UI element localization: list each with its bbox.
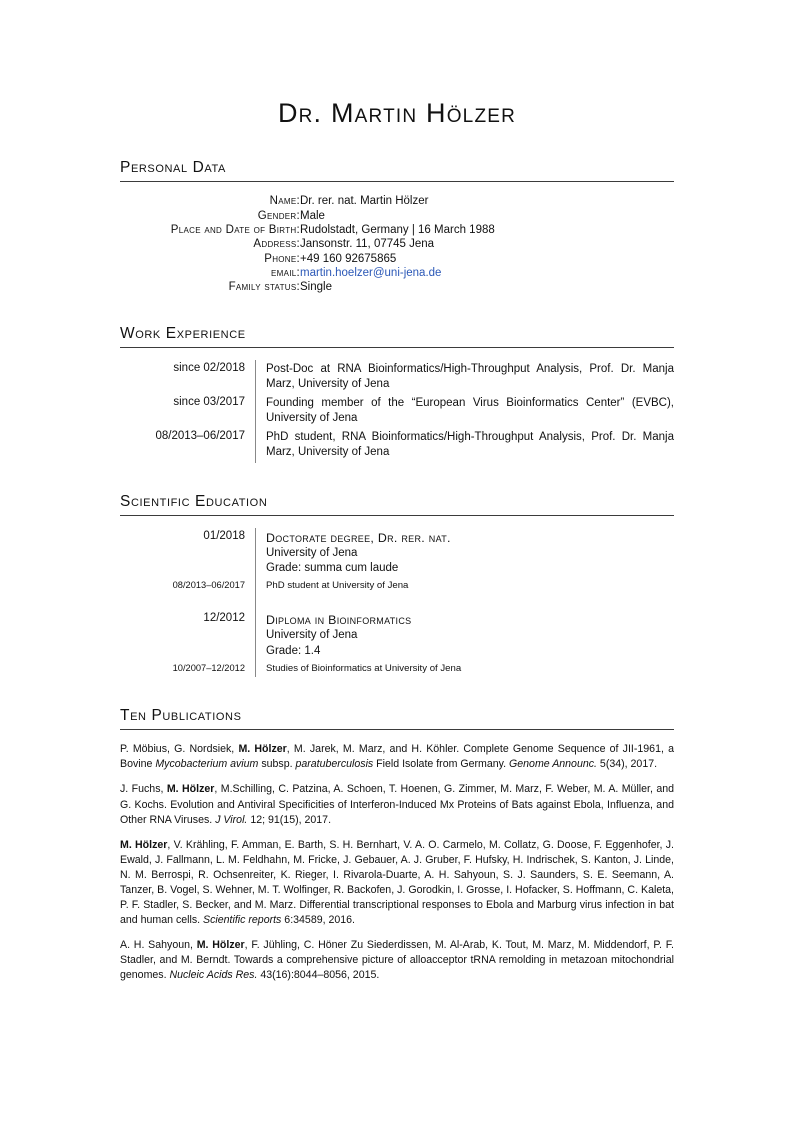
field-label: Phone: <box>264 252 300 265</box>
table-row <box>120 528 674 579</box>
publication-item: P. Möbius, G. Nordsiek, M. Hölzer, M. Jarek, M. Marz, and H. Köhler. Complete Genome Sequence of JII-1961, a Bovine Mycobacterium avium subsp. paratuberculosis Field Isolate from Germany. Genome Announc. 5(34), 2017. <box>120 743 674 771</box>
entry-date: since 03/2017 <box>173 395 245 408</box>
entry-date: 12/2012 <box>203 612 245 625</box>
table-row <box>120 428 674 462</box>
entry-date: 10/2007–12/2012 <box>172 662 245 673</box>
entry-description <box>256 610 675 661</box>
table-row <box>120 208 674 222</box>
publication-item: M. Hölzer, V. Krähling, F. Amman, E. Barth, S. H. Bernhart, V. A. O. Carmelo, M. Collatz, G. Doose, F. Eggenhofer, J. Ewald, J. Fallmann, L. M. Feldhahn, M. Fricke, J. Gebauer, A. J. Gruber, F. Hufsky, H. Indrischek, S. Kanton, J. Linde, N. M. Berrospi, R. Ochsenreiter, K. Rieger, I. Rivarola-Duarte, A. H. Sahyoun, S. J. Saunders, S. E. Seemann, A. Tanzer, B. Vogel, S. Wehner, M. T. Wolfinger, R. Backofen, J. Gorodkin, I. Grosse, I. Hofacker, S. Hoffmann, C. Kaleta, P. F. Stadler, S. Becker, and M. Marz. Differential transcriptional responses to Ebola and Marburg virus infection in bat and human cells. Scientific reports 6:34589, 2016. <box>120 838 674 926</box>
entry-date: since 02/2018 <box>173 361 245 374</box>
table-row <box>120 578 674 595</box>
entry-description: Studies of Bioinformatics at University of Jena <box>256 661 675 678</box>
section-heading-personal-data: Personal Data <box>120 159 674 182</box>
table-row <box>120 280 674 294</box>
table-row <box>120 194 674 208</box>
grade: Grade: 1.4 <box>266 644 321 657</box>
section-heading-scientific-education: Scientific Education <box>120 493 674 516</box>
section-heading-work-experience: Work Experience <box>120 325 674 348</box>
email-link[interactable]: martin.hoelzer@uni-jena.de <box>300 267 442 280</box>
field-value: Male <box>300 209 325 222</box>
field-label: Family status: <box>228 281 300 294</box>
entry-date: 01/2018 <box>203 529 245 542</box>
table-row <box>120 252 674 266</box>
institution: University of Jena <box>266 547 358 560</box>
table-row <box>120 394 674 428</box>
section-personal-data <box>120 159 674 295</box>
section-heading-publications: Ten Publications <box>120 707 674 730</box>
table-row <box>120 237 674 251</box>
entry-description: Founding member of the “European Virus Bioinformatics Center” (EVBC), University of Jena <box>256 394 675 428</box>
field-value: +49 160 92675865 <box>300 252 397 265</box>
personal-data-table <box>120 194 674 295</box>
entry-description: PhD student, RNA Bioinformatics/High-Throughput Analysis, Prof. Dr. Manja Marz, University of Jena <box>256 428 675 462</box>
section-scientific-education <box>120 493 674 678</box>
entry-description: Post-Doc at RNA Bioinformatics/High-Throughput Analysis, Prof. Dr. Manja Marz, University of Jena <box>256 360 675 394</box>
page-title: Dr. Martin Hölzer <box>277 98 517 128</box>
table-row <box>120 661 674 678</box>
field-label: Place and Date of Birth: <box>170 223 300 236</box>
publication-item: A. H. Sahyoun, M. Hölzer, F. Jühling, C. Höner Zu Siederdissen, M. Al-Arab, K. Tout, M. Marz, M. Middendorf, P. F. Stadler, and M. Berndt. Towards a comprehensive picture of alloacceptor tRNA remolding in metazoan mitochondrial genomes. Nucleic Acids Res. 43(16):8044–8056, 2015. <box>120 938 675 981</box>
field-value: Jansonstr. 11, 07745 Jena <box>300 238 435 251</box>
publication-item: J. Fuchs, M. Hölzer, M.Schilling, C. Patzina, A. Schoen, T. Hoenen, G. Zimmer, M. Marz, F. Weber, M. A. Müller, and G. Kochs. Evolution and Antiviral Specificities of Interferon-Induced Mx Proteins of Bats against Ebola, Influenza, and Other RNA Viruses. J Virol. 12; 91(15), 2017. <box>120 783 675 826</box>
institution: University of Jena <box>266 629 358 642</box>
table-row <box>120 610 674 661</box>
table-row <box>120 266 674 280</box>
spacer-row <box>120 595 674 610</box>
entry-date: 08/2013–06/2017 <box>172 580 245 591</box>
field-label: email: <box>270 267 300 280</box>
field-value: Dr. rer. nat. Martin Hölzer <box>300 195 429 208</box>
work-experience-table <box>120 360 674 463</box>
field-value: Rudolstadt, Germany | 16 March 1988 <box>300 223 495 236</box>
table-row <box>120 223 674 237</box>
table-row <box>120 360 674 394</box>
entry-description <box>256 528 675 579</box>
field-label: Address: <box>253 238 300 251</box>
entry-date: 08/2013–06/2017 <box>155 430 245 443</box>
field-value <box>300 266 674 280</box>
section-work-experience <box>120 325 674 463</box>
field-label: Name: <box>269 195 300 208</box>
degree-title: Doctorate degree, Dr. rer. nat. <box>266 530 451 545</box>
degree-title: Diploma in Bioinformatics <box>266 613 412 628</box>
entry-description: PhD student at University of Jena <box>256 578 675 595</box>
grade: Grade: summa cum laude <box>266 562 399 575</box>
field-label: Gender: <box>257 209 300 222</box>
field-value: Single <box>300 281 332 294</box>
education-table <box>120 528 674 678</box>
section-publications <box>120 707 674 982</box>
